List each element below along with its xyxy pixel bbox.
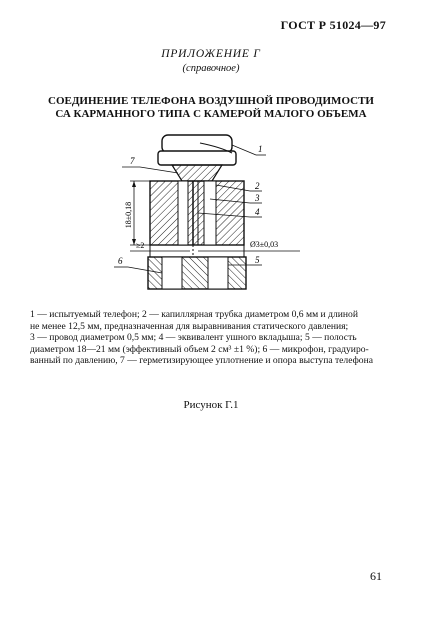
standard-number: ГОСТ Р 51024—97 (280, 18, 386, 32)
gap-dimension-label: ≥2 (136, 241, 145, 250)
callout-number: 7 (130, 156, 135, 166)
title-line-2: СА КАРМАННОГО ТИПА С КАМЕРОЙ МАЛОГО ОБЪЕМА (55, 108, 367, 120)
appendix-title: ПРИЛОЖЕНИЕ Г (161, 48, 261, 60)
height-dimension (124, 181, 150, 245)
technical-drawing (100, 133, 320, 293)
caption-line-3: 3 — провод диаметром 0,5 мм; 4 — эквивалент ушного вкладыша; 5 — полость (30, 332, 357, 344)
callout-number: 4 (255, 207, 260, 217)
figure-caption (30, 309, 388, 367)
height-dimension-label: 18±0,18 (124, 201, 133, 229)
diameter-dimension-label: Ø3±0,03 (250, 240, 279, 249)
figure-label: Рисунок Г.1 (183, 399, 239, 411)
caption-line-1: 1 — испытуемый телефон; 2 — капиллярная трубка диаметром 0,6 мм и длиной (30, 309, 358, 320)
caption-line-4: диаметром 18—21 мм (эффективный объем 2 см³ ±1 %); 6 — микрофон, градуиро- (30, 343, 369, 355)
callout-1 (232, 144, 266, 155)
caption-line-2: не менее 12,5 мм, предназначенная для выравнивания статического давления; (30, 320, 349, 332)
page-number: 61 (370, 569, 382, 583)
callout-number: 3 (255, 193, 260, 203)
callout-number: 1 (258, 144, 263, 154)
callout-number: 2 (255, 181, 260, 191)
microphone-block (148, 257, 246, 289)
coupler-upper-block (150, 181, 244, 245)
title-line-1: СОЕДИНЕНИЕ ТЕЛЕФОНА ВОЗДУШНОЙ ПРОВОДИМОСТИ (48, 95, 374, 107)
document-title (0, 95, 422, 121)
telephone-body (158, 135, 236, 165)
seal-support (172, 165, 222, 181)
callout-number: 5 (255, 255, 260, 265)
callout-number: 6 (118, 256, 123, 266)
appendix-subtitle: (справочное) (182, 63, 240, 74)
caption-line-5: ванный по давлению, 7 — герметизирующее уплотнение и опора выступа телефона (30, 355, 373, 367)
